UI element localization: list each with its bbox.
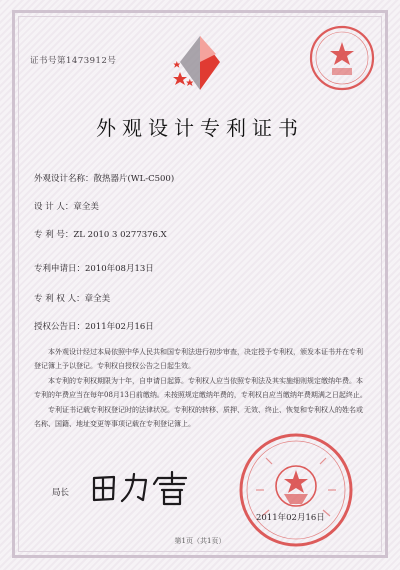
patent-number-label: 专 利 号： (34, 230, 74, 240)
director-label: 局长 (52, 488, 70, 498)
patentee-value: 章全美 (84, 294, 111, 304)
grant-date-value: 2011年02月16日 (85, 322, 154, 332)
filing-date-label: 专利申请日： (34, 264, 86, 274)
filing-date-row (34, 262, 154, 274)
page-number: 第1页（共1页） (174, 537, 226, 545)
filing-date-value: 2010年08月13日 (85, 264, 154, 274)
body-paragraph: 本外观设计经过本局依照中华人民共和国专利法进行初步审查，决定授予专利权，颁发本证书并在专利登记簿上予以登记。专利权自授权公告之日起生效。 (34, 348, 363, 370)
certificate-body (34, 346, 368, 433)
body-paragraph: 专利证书记载专利权登记时的法律状况。专利权的转移、质押、无效、终止、恢复和专利权人的姓名或名称、国籍、地址变更等事项记载在专利登记簿上。 (34, 406, 363, 428)
patentee-row (34, 292, 110, 304)
patent-office-logo-icon (170, 32, 230, 96)
design-name-value: 散热器片(WL-C500) (93, 174, 175, 184)
director-signature (88, 468, 208, 508)
certificate-number: 证书号第1473912号 (30, 56, 117, 66)
body-paragraph: 本专利的专利权期限为十年，自申请日起算。专利权人应当依照专利法及其实施细则规定缴纳年费。本专利的年费应当在每年08月13日前缴纳。未按照规定缴纳年费的，专利权自应当缴纳年费期满之日起终止。 (34, 377, 367, 399)
design-name-label: 外观设计名称： (34, 174, 94, 184)
seal-date: 2011年02月16日 (256, 513, 325, 523)
patent-number-value: ZL 2010 3 0277376.X (73, 230, 167, 240)
official-seal-small (308, 24, 376, 92)
grant-date-row (34, 320, 154, 332)
patent-number-row (34, 228, 167, 240)
official-seal-large (236, 430, 356, 550)
designer-label: 设 计 人： (34, 202, 74, 212)
grant-date-label: 授权公告日： (34, 322, 86, 332)
designer-row (34, 200, 99, 212)
certificate-title: 外观设计专利证书 (96, 116, 304, 140)
design-name-row (34, 172, 174, 184)
patentee-label: 专 利 权 人： (34, 294, 85, 304)
designer-value: 章全美 (73, 202, 99, 212)
